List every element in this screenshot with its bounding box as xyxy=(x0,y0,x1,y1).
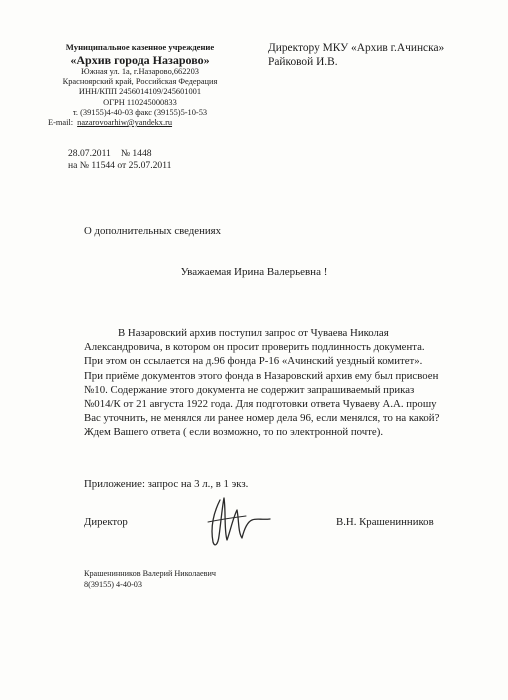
executor-phone: 8(39155) 4-40-03 xyxy=(84,580,142,589)
body-line: В Назаровский архив поступил запрос от Чуваева Николая xyxy=(118,327,389,339)
org-email-label: E-mail: xyxy=(48,118,74,128)
executor-name: Крашенинников Валерий Николаевич xyxy=(84,569,216,578)
org-email-link[interactable]: nazarovoarhiw@yandekx.ru xyxy=(77,118,173,128)
body-line: Александровича, в котором он просит проверить подлинность документа. xyxy=(84,341,425,354)
org-inn-kpp: ИНН/КПП 2456014109/245601001 xyxy=(78,87,202,97)
body-line: При этом он ссылается на д.96 фонда Р-16 «Ачинский уездный комитет». xyxy=(84,355,423,368)
organization-header xyxy=(40,42,240,128)
org-phones: т. (39155)4-40-03 факс (39155)5-10-53 xyxy=(72,107,208,117)
body-line: Ждем Вашего ответа ( если возможно, то по электронной почте). xyxy=(84,426,384,439)
org-name: «Архив города Назарово» xyxy=(70,53,210,67)
org-address-line1: Южная ул. 1а, г.Назарово,662203 xyxy=(81,67,199,76)
org-ogrn: ОГРН 110245000833 xyxy=(103,97,177,107)
signature-name: В.Н. Крашенинников xyxy=(336,516,434,528)
addressee-line1: Директору МКУ «Архив г.Ачинска» xyxy=(268,42,445,54)
body-line: №014/К от 21 августа 1922 года. Для подготовки ответа Чуваеву А.А. прошу xyxy=(84,398,437,411)
body-line: При приёме документов этого фонда в Назаровский архив ему был присвоен xyxy=(84,369,439,382)
org-address-line2: Красноярский край, Российская Федерация xyxy=(62,77,218,87)
addressee xyxy=(268,41,444,69)
org-email-row xyxy=(40,118,240,128)
executor-info xyxy=(84,568,216,590)
reply-to-reference: на № 11544 от 25.07.2011 xyxy=(68,160,172,171)
signature-position: Директор xyxy=(84,516,128,528)
addressee-line2: Райковой И.В. xyxy=(268,56,338,68)
handwritten-signature xyxy=(200,492,278,552)
outgoing-date: 28.07.2011 xyxy=(68,148,111,159)
attachment-note: Приложение: запрос на 3 л., в 1 экз. xyxy=(84,478,249,490)
outgoing-number: № 1448 xyxy=(120,148,152,159)
body-line: №10. Содержание этого документа не содержит запрашиваемый приказ xyxy=(84,383,415,396)
body-line: Вас уточнить, не менялся ли ранее номер дела 96, если менялся, то на какой? xyxy=(84,412,440,425)
letter-subject: О дополнительных сведениях xyxy=(84,225,222,237)
letter-body xyxy=(84,326,474,440)
outgoing-reference xyxy=(68,148,171,172)
salutation: Уважаемая Ирина Валерьевна ! xyxy=(180,266,328,278)
org-type: Муниципальное казенное учреждение xyxy=(65,42,215,52)
